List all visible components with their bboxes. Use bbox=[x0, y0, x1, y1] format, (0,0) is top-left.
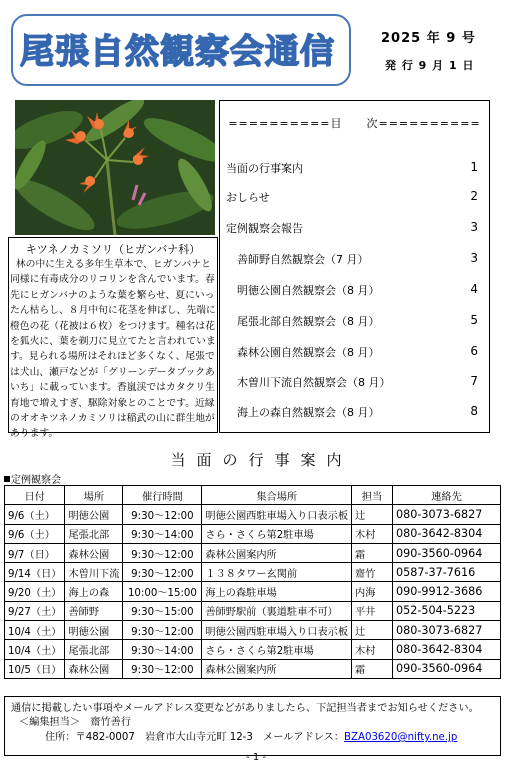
cell-date: 9/20（土） bbox=[5, 582, 65, 601]
toc-item-page: 6 bbox=[470, 344, 478, 358]
cell-place: 木曽川下流 bbox=[65, 563, 123, 582]
cell-meeting-point: 明徳公園西駐車場入り口表示板 bbox=[202, 505, 352, 524]
toc-item[interactable] bbox=[237, 251, 478, 269]
cell-contact: 080-3642-8304 bbox=[393, 524, 501, 543]
cell-leader: 辻 bbox=[352, 621, 393, 640]
cell-time: 9:30～15:00 bbox=[123, 601, 202, 620]
cell-meeting-point: １３８タワー玄関前 bbox=[202, 563, 352, 582]
events-table-label-text: 定例観察会 bbox=[11, 475, 61, 486]
cell-place: 森林公園 bbox=[65, 543, 123, 562]
toc-item-page: 7 bbox=[470, 374, 478, 388]
cell-contact: 090-3560-0964 bbox=[393, 659, 501, 678]
toc-item-page: 5 bbox=[470, 313, 478, 327]
cell-leader: 木村 bbox=[352, 524, 393, 543]
cell-date: 9/7（日） bbox=[5, 543, 65, 562]
toc-item[interactable] bbox=[237, 374, 478, 392]
toc-item[interactable] bbox=[237, 313, 478, 331]
cell-leader: 平井 bbox=[352, 601, 393, 620]
toc-item-label: 定例観察会報告 bbox=[226, 222, 303, 235]
cell-place: 明徳公園 bbox=[65, 621, 123, 640]
cell-contact: 080-3073-6827 bbox=[393, 621, 501, 640]
photo-caption-title: キツネノカミソリ（ヒガンバナ科） bbox=[25, 243, 201, 256]
toc-item-label: 当面の行事案内 bbox=[226, 162, 303, 175]
editor-contact bbox=[45, 728, 457, 743]
cell-time: 10:00～15:00 bbox=[123, 582, 202, 601]
events-table-header bbox=[5, 486, 501, 505]
toc-item[interactable] bbox=[237, 404, 478, 422]
photo-caption-text: 林の中に生える多年生草本で、ヒガンバナと同様に有毒成分のリコリンを含んでいます。春先にヒガンバナのような葉を繁らせ、夏にいったん枯らし、８月中旬に花茎を伸ばし、先端に橙色の花（花被は６枚）をつけます。種名は花を狐火に、葉を剃刀に見立てたと言われています。見られる場所はそれほど多くなく、尾張では犬山、瀬戸などが「グリーンデータブックあいち」に載っています。香嵐渓ではカタクリ生育地で増えすぎ、駆除対象とのことです。近縁のオオキツネノカミソリは稲武の山に群生地があります。 bbox=[10, 259, 216, 440]
toc-item-label: おしらせ bbox=[226, 191, 270, 204]
editor-address: 住所：〒482-0007 岩倉市大山寺元町 12-3 メールアドレス： bbox=[45, 732, 345, 743]
cell-leader: 霜 bbox=[352, 543, 393, 562]
cell-meeting-point: 森林公園案内所 bbox=[202, 543, 352, 562]
table-row bbox=[5, 640, 501, 659]
square-bullet-icon bbox=[4, 476, 10, 482]
cell-time: 9:30～12:00 bbox=[123, 505, 202, 524]
table-row bbox=[5, 621, 501, 640]
cell-date: 10/5（日） bbox=[5, 659, 65, 678]
cell-place: 尾張北部 bbox=[65, 524, 123, 543]
cell-time: 9:30～14:00 bbox=[123, 640, 202, 659]
cell-place: 海上の森 bbox=[65, 582, 123, 601]
table-row bbox=[5, 524, 501, 543]
events-table-label bbox=[4, 471, 61, 486]
cell-date: 9/6（土） bbox=[5, 505, 65, 524]
toc-item[interactable] bbox=[226, 189, 478, 207]
cell-leader: 霜 bbox=[352, 659, 393, 678]
cell-date: 10/4（土） bbox=[5, 621, 65, 640]
cell-contact: 080-3073-6827 bbox=[393, 505, 501, 524]
cell-leader: 齋竹 bbox=[352, 563, 393, 582]
cell-contact: 080-3642-8304 bbox=[393, 640, 501, 659]
column-header-contact: 連絡先 bbox=[393, 486, 501, 505]
toc-item-label: 木曽川下流自然観察会（8 月） bbox=[237, 376, 391, 389]
events-heading: 当面の行事案内 bbox=[170, 451, 353, 469]
cell-meeting-point: 明徳公園西駐車場入り口表示板 bbox=[202, 621, 352, 640]
toc-item-label: 善師野自然観察会（7 月） bbox=[237, 253, 369, 266]
cell-place: 森林公園 bbox=[65, 659, 123, 678]
cell-time: 9:30～12:00 bbox=[123, 659, 202, 678]
publish-date: 発 行 9 月 1 日 bbox=[385, 59, 475, 72]
cell-contact: 052-504-5223 bbox=[393, 601, 501, 620]
toc-item-label: 森林公園自然観察会（8 月） bbox=[237, 346, 380, 359]
flower-photo bbox=[15, 100, 215, 235]
newsletter-title: 尾張自然観察会通信 bbox=[20, 32, 335, 72]
toc-item-page: 1 bbox=[470, 160, 478, 174]
column-header-time: 催行時間 bbox=[123, 486, 202, 505]
toc-item[interactable] bbox=[237, 282, 478, 300]
cell-meeting-point: 海上の森駐車場 bbox=[202, 582, 352, 601]
issue-number: 2025 年 9 号 bbox=[381, 31, 476, 46]
cell-contact: 090-9912-3686 bbox=[393, 582, 501, 601]
cell-leader: 辻 bbox=[352, 505, 393, 524]
cell-place: 善師野 bbox=[65, 601, 123, 620]
cell-meeting-point: 森林公園案内所 bbox=[202, 659, 352, 678]
cell-meeting-point: さら・さくら第2駐車場 bbox=[202, 640, 352, 659]
toc-item-page: 3 bbox=[470, 251, 478, 265]
events-table bbox=[4, 485, 501, 679]
table-row bbox=[5, 563, 501, 582]
toc-header: ==========目 次========== bbox=[228, 117, 481, 130]
cell-date: 9/27（土） bbox=[5, 601, 65, 620]
table-row bbox=[5, 505, 501, 524]
table-row bbox=[5, 582, 501, 601]
toc-item-page: 8 bbox=[470, 404, 478, 418]
column-header-date: 日付 bbox=[5, 486, 65, 505]
cell-place: 尾張北部 bbox=[65, 640, 123, 659]
toc-item-label: 尾張北部自然観察会（8 月） bbox=[237, 315, 380, 328]
cell-meeting-point: 善師野駅前（裏道駐車不可） bbox=[202, 601, 352, 620]
cell-leader: 内海 bbox=[352, 582, 393, 601]
cell-time: 9:30～12:00 bbox=[123, 563, 202, 582]
flower-photo-drawing bbox=[15, 100, 215, 235]
cell-date: 10/4（土） bbox=[5, 640, 65, 659]
toc-item[interactable] bbox=[226, 220, 478, 238]
cell-date: 9/6（土） bbox=[5, 524, 65, 543]
column-header-meeting-point: 集合場所 bbox=[202, 486, 352, 505]
cell-time: 9:30～14:00 bbox=[123, 524, 202, 543]
table-row bbox=[5, 601, 501, 620]
editor-email-link[interactable]: BZA03620@nifty.ne.jp bbox=[344, 732, 458, 743]
editor-name: ＜編集担当＞ 齋竹善行 bbox=[19, 717, 132, 728]
table-row bbox=[5, 659, 501, 678]
notice-text: 通信に掲載したい事項やメールアドレス変更などがありましたら、下記担当者までお知らせください。 bbox=[11, 703, 479, 714]
cell-time: 9:30～12:00 bbox=[123, 543, 202, 562]
cell-leader: 木村 bbox=[352, 640, 393, 659]
cell-place: 明徳公園 bbox=[65, 505, 123, 524]
toc-item[interactable] bbox=[226, 160, 478, 178]
cell-time: 9:30～12:00 bbox=[123, 621, 202, 640]
cell-contact: 0587-37-7616 bbox=[393, 563, 501, 582]
column-header-place: 場所 bbox=[65, 486, 123, 505]
cell-meeting-point: さら・さくら第2駐車場 bbox=[202, 524, 352, 543]
cell-contact: 090-3560-0964 bbox=[393, 543, 501, 562]
toc-item-page: 4 bbox=[470, 282, 478, 296]
toc-item-label: 明徳公園自然観察会（8 月） bbox=[237, 284, 380, 297]
toc-item-label: 海上の森自然観察会（8 月） bbox=[237, 406, 380, 419]
table-row bbox=[5, 543, 501, 562]
column-header-leader: 担当 bbox=[352, 486, 393, 505]
toc-item[interactable] bbox=[237, 344, 478, 362]
toc-item-page: 2 bbox=[470, 189, 478, 203]
page-number: - 1 - bbox=[246, 752, 266, 763]
toc-item-page: 3 bbox=[470, 220, 478, 234]
cell-date: 9/14（日） bbox=[5, 563, 65, 582]
